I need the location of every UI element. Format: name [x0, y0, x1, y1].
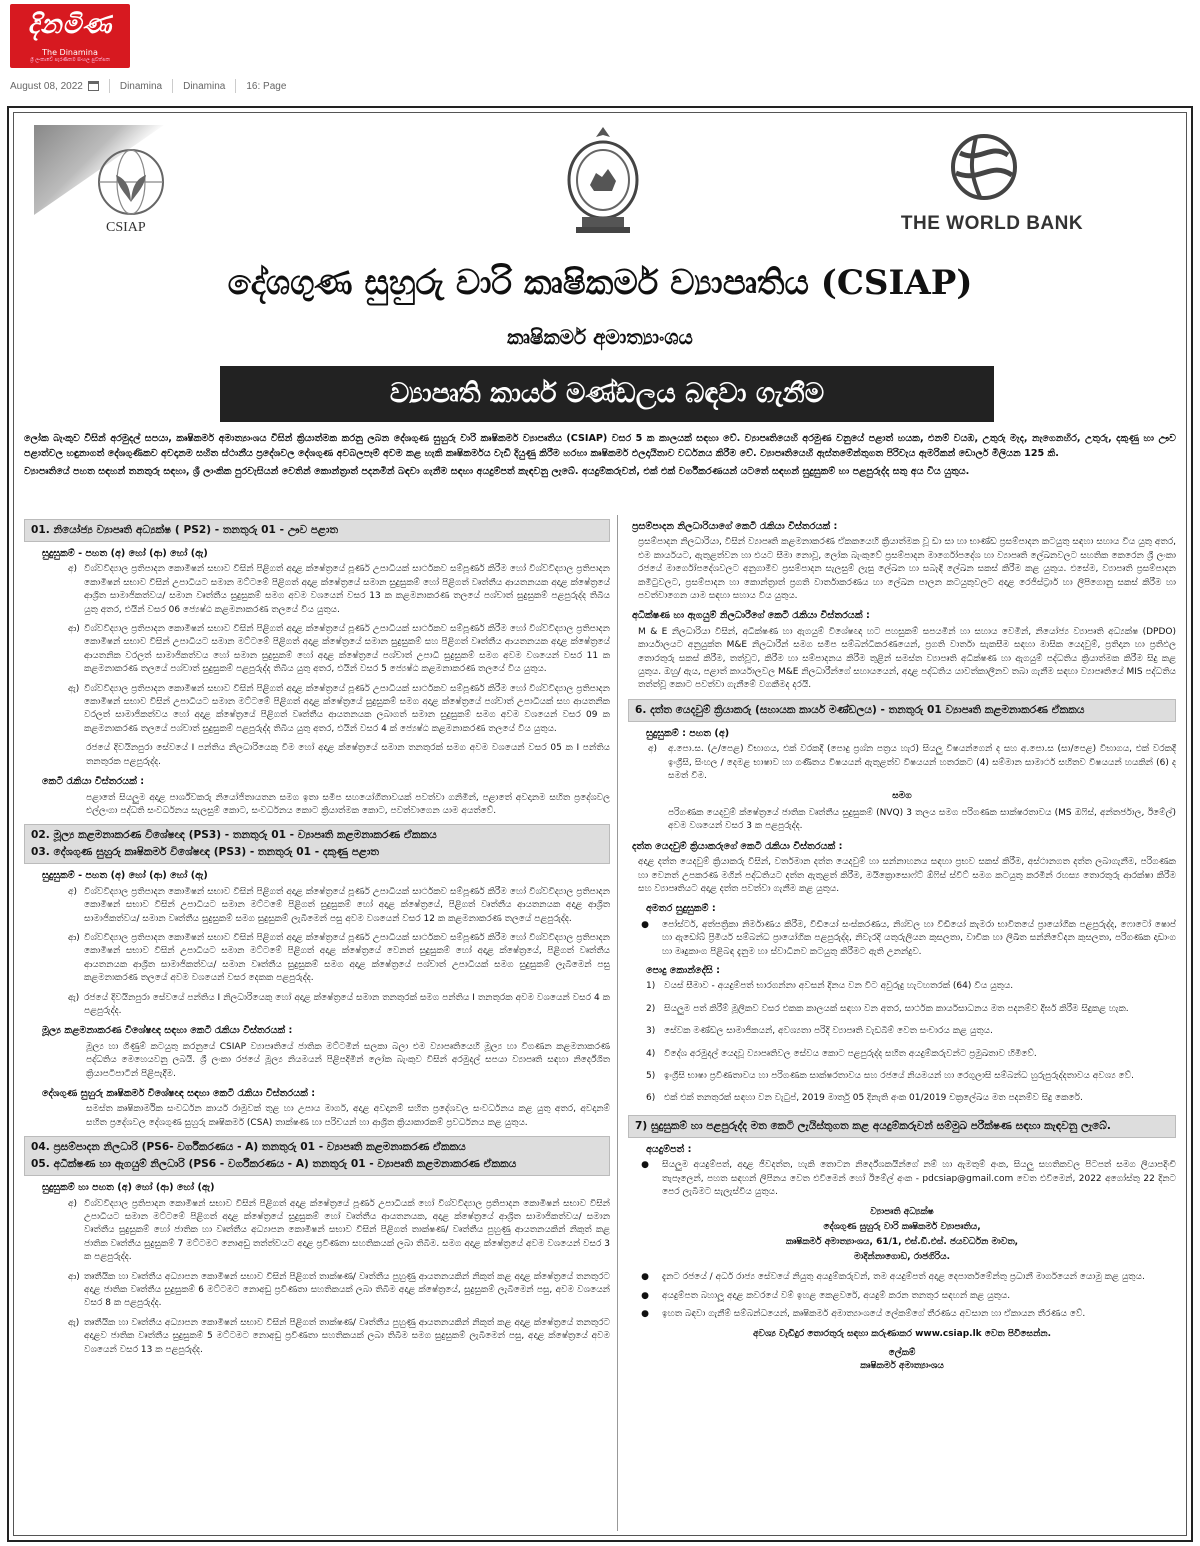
- meta-bar: [10, 77, 286, 95]
- website-note[interactable]: අවශ්‍ය වැඩිදුර තොරතුරු සඳහා කරුණාකර www.csiap.lk වෙත පිවිසෙන්න.: [752, 1328, 1052, 1339]
- job-brief-heading: අධීක්ෂණ හා ඇගයුම් නිලධාරීගේ කෙටි රැකියා විස්තරයක් :: [632, 610, 870, 622]
- source-link-1[interactable]: Dinamina: [119, 80, 163, 92]
- section-heading: 02. මූල්‍ය කළමනාකරණ විශේෂඥ (PS3) - තනතුරු 01 - ව්‍යාපෘති කළමනාකරණ ඒකකය 03. දේශගුණ සුහුරු කෘෂිකර්ම විශේෂඥ (PS3) - තනතුරු 01 - දකුණු පළාත: [24, 824, 610, 864]
- list-item: අ) අ.පො.ස. (උ/පෙළ) විභාගය, එක් වරකදී (පොදු ප්‍රශ්න පත්‍රය හැර) සියලු විෂයන්ගෙන් ද සහ අ.පො.ස (සා/පෙළ) විභාගය, එක් වරකදී ඉංග්‍රීසි, සිංහල / දෙමළ භාෂාව හා ගණිතය විෂයයන් ඇතුළත්ව විෂයයන් හතරකට (4) සම්මාන සාමාර්ථ සහිතව විෂයයන් හයකින් (6) ද සමත් වීම.: [648, 744, 1176, 782]
- bullet-item: ● පෝස්ටර්, අත්පත්‍රිකා නිර්මාණය කිරීම, වීඩියෝ සංස්කරණය, නිශ්චල හා වීඩියෝ කැමරා භාවිතයේ ප්‍රායෝගික පළපුරුද්ද, ෆොටෝ ෂොප් හා ඇඩෝබ් ප්‍රිමියර් සම්බන්ධ ප්‍රායෝගික පළපුරුද්ද, නිවැරදි යතුරුලියන කුසලතා, වාචික හා ලිඛිත සන්නිවේදන කුසලතා, පරිගණක දෘඩාංග හා මෘදුකාංග පිළිබඳ දැනුම හා ස්වාධීනව කටයුතු කිරීමට ඇති උනන්දුව.: [641, 919, 1176, 957]
- qualifications-heading: සුදුසුකම් - පහත (අ) හෝ (ආ) හෝ (ඇ): [42, 548, 208, 559]
- csiap-logo: [34, 125, 214, 235]
- list-item: ආ) විශ්වවිද්‍යාල ප්‍රතිපාදන කොමිෂන් සභාව විසින් පිළිගත් අදාළ ක්ෂේත්‍රයේ පූර්ණ උපාධියක් සාර්ථකව සම්පූර්ණ කිරීම හෝ විශ්වවිද්‍යාල ප්‍රතිපාදන කොමිෂන් සභාව විසින් උපාධියට සමාන මට්ටමේ පිළිගත් අදාළ ක්ෂේත්‍රයේ වෙනත් සුදුසුකම් හෝ අදාළ ක්ෂේත්‍රයේ, පිළිගත් වෘත්තීය ආයතනයක ආශ්‍රිත සාමාජිකත්වය/ සමාන වෘත්තීය සුදුසුකම් සමග අදාළ ක්ෂේත්‍රයේ පශ්චාත් උපාධියක් සමග සුදුසුකම් ලැබීමෙන් පසු කළමනාකරණ තලයේ අවම වශයෙන් වසර දෙකක පළපුරුද්ද.: [68, 932, 610, 984]
- csiap-logo-label: CSIAP: [106, 220, 146, 235]
- note-paragraph: රජයේ දිවයිනපුරා සේවයේ I පන්තිය නිලධාරියෙකු වීම හෝ අදාළ ක්ෂේත්‍රයේ සමාන තනතුරක් සමග අවම වශයෙන් වසර 05 ක I පන්තිය තනතුරක පළපුරුද්ද.: [86, 743, 610, 767]
- recruitment-banner: ව්‍යාපෘති කාර්ය මණ්ඩලය බඳවා ගැනීම: [220, 366, 994, 422]
- list-item: ආ) තෘතීයික හා වෘත්තීය අධ්‍යාපන කොමිෂන් සභාව විසින් පිළිගත් තාක්ෂණ/ වෘත්තීය පුහුණු ආයතනයකින් නිකුත් කළ අදාළ ක්ෂේත්‍රයේ තනතුරට අදාළ ජාතික වෘත්තීය සුදුසුකම් 6 මට්ටමට නොඅඩු ප්‍රවීණතා සහතිකයක් ලබා තිබීම අදාළ ක්ෂේත්‍රයේ, සුදුසුකම් ලැබීමෙන් පසු, අවම වශයෙන් වසර 8 ක පළපුරුද්ද.: [68, 1271, 610, 1309]
- list-item: 1) වයස් සීමාව - අයදුම්පත් භාරගන්නා අවසන් දිනය වන විට අවුරුදු හැටහතරක් (64) විය යුතුය.: [646, 981, 1014, 992]
- list-item: 6) එක් එක් තනතුරක් සඳහා වන වැටුප්, 2019 මාර්තු 05 දිනැති අංක 01/2019 චක්‍රලේඛය මත පදනම්ව සිදු කෙරේ.: [646, 1093, 1083, 1104]
- job-brief: සමස්ත කෘෂිකාර්මික සංවර්ධන කාර්ය රාමුවක් තුළ හා උපාය මාර්ග, අදාළ අවදානම් සහිත ප්‍රදේශවල සංවර්ධනය කළ යුතු අතර, අවදානම් සහිත ප්‍රදේශවල දේශගුණ සුහුරු කෘෂිකර්ම (CSA) තාක්ෂණ හා පරිචයන් හා ආශ්‍රිත ක්‍රියාකාරකම් ප්‍රවර්ධනය කළ යුතුය.: [86, 1104, 610, 1128]
- intro-text: [24, 431, 1176, 482]
- column-divider: [617, 515, 618, 1531]
- qualifications-heading: සුදුසුකම් : පහත (අ): [646, 727, 730, 739]
- advertisement: [7, 106, 1193, 1542]
- sri-lanka-emblem-icon: [562, 125, 644, 235]
- section-heading: 7) සුදුසුකම් හා පළපුරුද්ද මත කෙටි ලැයිස්තුගත කළ අයදුම්කරුවන් සම්මුඛ පරීක්ෂණ සඳහා කැඳවනු ලැබේ.: [628, 1115, 1176, 1138]
- calendar-icon: [88, 81, 99, 91]
- job-brief-heading: මූල්‍ය කළමනාකරණ විශේෂඥ සඳහා කෙටි රැකියා විස්තරයක් :: [42, 1025, 293, 1037]
- section-heading: 04. ප්‍රසම්පාදන නිලධාරි (PS6- වර්ගීකරණය - A) තනතුරු 01 - ව්‍යාපෘති කළමනාකරණ ඒකකය 05. අධීක්ෂණ හා ඇගයුම් නිලධාරි (PS6 - වර්ගීකරණය - A) තනතුරු 01 - ව්‍යාපෘති කළමනාකරණ ඒකකය: [24, 1136, 610, 1176]
- divider: [109, 79, 110, 93]
- list-item: 5) ඉංග්‍රීසි භාෂා ප්‍රවීණතාවය හා පරිගණක සාක්ෂරතාවය සහ රජයේ නියමයන් හා රෙගුලාසි සම්බන්ධ හුරුපුරුද්දතාවය අවශ්‍ය වේ.: [646, 1071, 1134, 1081]
- left-column: [24, 515, 610, 1363]
- ministry-name: කෘෂිකර්ම අමාත්‍යාංශය: [507, 325, 693, 349]
- masthead-logo[interactable]: [10, 4, 130, 68]
- intro-paragraph: ලෝක බැංකුව විසින් අරමුදල් සපයා, කෘෂිකර්ම අමාත්‍යාංශය විසින් ක්‍රියාත්මක කරනු ලබන දේශගුණ සුහුරු වාරි කෘෂිකර්ම ව්‍යාපෘතිය (CSIAP) වසර 5 ක කාලයක් සඳහා වේ. ව්‍යාපෘතියෙහි අරමුණ වනුයේ පළාත් හයක, එනම් වයඹ, උතුරු මැද, නැගෙනහිර, උතුරු, දකුණු හා ඌව පළාත්වල හඳුනාගත් දේශගුණිකව අවදානම සහිත ස්ථානීය ප්‍රදේශවල දේශගුණ අවබලපෑම් අවම කළ හැකි කෘෂිකර්මය වැඩි දියුණු කිරීම හරහා කෘෂිකර්ම ඵලදායිතාව වර්ධනය කිරීම වේ. ව්‍යාපෘතියෙහි ඇස්තමේන්තුගත පිරිවැය ඇමරිකන් ඩොලර් මිලියන 125 කි.: [24, 433, 1176, 459]
- job-brief: ප්‍රසම්පාදන නිලධාරියා, විසින් ව්‍යාපෘති කළමනාකරණ ඒකකයෙහි ක්‍රියාත්මක වූ ඩා සා හා භාණ්ඩ ප්‍රසම්පාදන කටයුතු සඳහා සහාය විය යුතු අතර, එම කාර්යයට, ඇතුළත්වන හා එයට සීමා නොවූ, ලෝක බැංකුවේ ප්‍රසම්පාදන මාර්ගෝපදේශ හා ව්‍යාපෘති ලේඛනවලට සහතික කෙරෙන ශ්‍රී ලංකා රජයේ මාර්ගෝපදේශවලට අනුගාමීව ප්‍රසම්පාදන සැලසුම් ලැසු ලේඛන හා සබැඳි ලේඛන සකස් කිරීම කළ යුතුය. එසේම, ව්‍යාපෘති ප්‍රසම්පාදන කමිටුවලට, ප්‍රසම්පාදන හා කොන්ත්‍රාත් ප්‍රගති වාර්තාකරණය හා ලේඛන පාලන කටයුතුවලට අදාළ රෙජිස්ට්‍රාර් හා ලිපිගොනු සකස් කිරීම හා පවත්වාගෙන යාම සඳහා සහාය විය යුතුය.: [638, 537, 1176, 602]
- divider: [235, 79, 236, 93]
- project-title: දේශගුණ සුහුරු වාරි කෘෂිකර්ම ව්‍යාපෘතිය (CSIAP): [227, 263, 973, 303]
- bullet-item: ● ඉහත බඳවා ගැනීම් සම්බන්ධයෙන්, කෘෂිකර්ම අමාත්‍යාංශයේ ලේකම්ගේ තීරණය අවසාන හා ඒකායන තීරණය වේ.: [641, 1309, 1086, 1320]
- list-item: අ) විශ්වවිද්‍යාල ප්‍රතිපාදන කොමිෂන් සභාව විසින් පිළිගත් අදාළ ක්ෂේත්‍රයේ පූර්ණ උපාධියක් සාර්ථකව සම්පූර්ණ කිරීම හෝ විශ්වවිද්‍යාල ප්‍රතිපාදන කොමිෂන් සභාව විසින් උපාධියට සමාන මට්ටමේ පිළිගත් සුදුසුකම් හෝ අදාළ ක්ෂේත්‍රයේ, පිළිගත් වෘත්තීය ආයතනයක අදාළ ආශ්‍රිත සාමාජිකත්වය/ සමාන වෘත්තීය සුදුසුකම් සමග සුදුසුකම් ලැබීමෙන් පසු අවම වශයෙන් වසර 12 ක කළමනාකරණ තලයේ පළපුරුද්ද.: [68, 886, 610, 924]
- world-bank-label: THE WORLD BANK: [900, 213, 1084, 234]
- list-item: ආ) විශ්වවිද්‍යාල ප්‍රතිපාදන කොමිෂන් සභාව විසින් පිළිගත් අදාළ ක්ෂේත්‍රයේ පූර්ණ උපාධියක් සාර්ථකව සම්පූර්ණ කිරීම හෝ විශ්වවිද්‍යාල ප්‍රතිපාදන කොමිෂන් සභාව විසින් උපාධියට සමාන මට්ටමේ පිළිගත් අදාළ ක්ෂේත්‍රයේ සමාන සුදුසුකම් සහ පිළිගත් වෘත්තීය ආයතනයක අදාළ ක්ෂේත්‍රයේ ආයතනික වරලත් සාමාජිකත්වය හෝ සමාන සුදුසුකම් හෝ අදාළ ක්ෂේත්‍රයේ පශ්චාත් උපාධි සුදුසුකම් සමග අවම වශයෙන් වසර 11 ක කළමනාකරණ තලයේ පශ්චාත් සුදුසුකම් පළපුරුද්ද තිබිය යුතු අතර, එයින් වසර 5 ජ්‍යෙෂ්ඨ කළමනාකරණ තලයේ විය යුතුය.: [68, 624, 610, 675]
- world-bank-globe-icon: [950, 133, 1018, 201]
- right-column: [628, 515, 1176, 1373]
- job-brief: පළාතේ සියලුම අදාළ පාර්ශ්වකරු නියෝජිතායතන සමග ඉතා සමීප සහයෝගීතාවයක් පවත්වා ගනිමින්, පළාතේ අවදානම සහිත ප්‍රදේශවල එල්ලංගා පද්ධති සංවර්ධනය සැලසුම් කොට, සංවර්ධනය කොට ක්‍රියාත්මක කොට, පවත්වාගෙන යාම අයත්වේ.: [86, 792, 610, 816]
- applications-heading: අයදුම්පත් :: [646, 1143, 692, 1155]
- world-bank-logo: [882, 133, 1102, 243]
- list-item: 4) විදේශ අරමුදල් යෙදවූ ව්‍යාපෘතිවල සේවය කොට පළපුරුද්ද සහිත අයදුම්කරුවන්ට ප්‍රමුඛතාව හිමිවේ.: [646, 1048, 1037, 1059]
- source-link-2[interactable]: Dinamina: [183, 80, 226, 92]
- with-label: සමග: [892, 790, 912, 801]
- intro-paragraph: ව්‍යාපෘතියේ පහත සඳහන් තනතුරු සඳහා, ශ්‍රී ලාංකික පුරවැසියන් වෙතින් කොන්ත්‍රාත් පදනමින් බඳවා ගැනීම සඳහා අයදුම්පත් කැඳවනු ලැබේ. අයදුම්කරුවන්, එක් එක් වර්ගීකරණයන් යටතේ සඳහන් සුදුසුකම් හා පළපුරුද්ද සතු අය විය යුතුය.: [24, 466, 970, 477]
- extra-quals-heading: අමතර සුදුසුකම් :: [646, 903, 716, 915]
- list-item: ඇ) තෘතීයික හා වෘත්තීය අධ්‍යාපන කොමිෂන් සභාව විසින් පිළිගත් තාක්ෂණ/ වෘත්තීය පුහුණු ආයතනයකින් නිකුත් කළ අදාළ ක්ෂේත්‍රයේ තනතුරට අදාළව ජාතික වෘත්තීය සුදුසුකම් 5 මට්ටමට නොඅඩු ප්‍රවීණතා සහතිකයක් ලබා තිබීම සමග සුදුසුකම් ලැබීමෙන් පසු, අදාළ ක්ෂේත්‍රයේ අවම වශයෙන් වසර 13 ක පළපුරුද්ද.: [68, 1317, 610, 1355]
- advertisement-inner: [13, 112, 1187, 1536]
- postal-address: ව්‍යාපෘති අධ්‍යක්ෂ දේශගුණ සුහුරු වාරි කෘෂිකර්ම ව්‍යාපෘතිය, කෘෂිකර්ම අමාත්‍යාංශය, 61/1, එස්.ඩී.එස්. ජයවර්ධන මාවත, මාදින්නාගොඩ, රාජගිරිය.: [785, 1207, 1019, 1263]
- list-item: ඇ) විශ්වවිද්‍යාල ප්‍රතිපාදන කොමිෂන් සභාව විසින් පිළිගත් අදාළ ක්ෂේත්‍රයේ පූර්ණ උපාධියක් සාර්ථකව සම්පූර්ණ කිරීම හෝ විශ්වවිද්‍යාල ප්‍රතිපාදන කොමිෂන් සභාව විසින් උපාධියට සමාන මට්ටමේ පිළිගත් අදාළ ක්ෂේත්‍රයේ සුදුසුකම් සමග අදාළ ක්ෂේත්‍රයේ පශ්චාත් උපාධියක් සහ ආයතනික වරලත් සාමාජිකත්වය හෝ අදාළ ක්ෂේත්‍රයේ පිළිගත් වෘත්තීය ආයතනයක ලබාගත් සමාන සුදුසුකම් සමග අවම වශයෙන් වසර 09 ක කළමනාකරණ තලයේ පශ්චාත් සුදුසුකම් පළපුරුද්ද තිබිය යුතු අතර, එයින් වසර 4 ක් ජ්‍යෙෂ්ඨ කළමනාකරණ තලයේ විය යුතුය.: [68, 683, 610, 734]
- masthead-brand: දිනමිණ: [27, 10, 113, 40]
- job-brief-heading: දේශගුණ සුහුරු කෘෂිකර්ම විශේෂඥ සඳහා කෙටි රැකියා විස්තරයක් :: [42, 1088, 316, 1099]
- section-heading: 6. දත්ත යෙදවුම් ක්‍රියාකරු (සහායක කාර්ය මණ්ඩලය) - තනතුරු 01 ව්‍යාපෘති කළමනාකරණ ඒකකය: [628, 699, 1176, 722]
- job-brief-heading: කෙටි රැකියා විස්තරයක් :: [42, 776, 145, 788]
- list-item: ඇ) රජයේ දිවයිනපුරා සේවයේ පන්තිය I නිලධාරියෙකු හෝ අදාළ ක්ෂේත්‍රයේ සමාන තනතුරක් සමග පන්තිය I තනතුරක අවම වශයෙන් වසර 4 ක පළපුරුද්ද.: [68, 992, 610, 1016]
- job-brief: අදාළ දත්ත යෙදවුම් ක්‍රියාකරු විසින්, වර්තමාන දත්ත යෙදවුම් හා සන්නාහනය සඳහා ප්‍රභව සකස් කිරීම, අස්ථානගත දත්ත ලබාගැනීම, පරිගණක හා වෙනත් උපකරණ මගින් පද්ධතියට දත්ත ඇතුළත් කිරීම, මයික්‍රොසොෆ්ට් ඕෆිස් ස්වීට් සමග කටයුතු කරමින් රහස්‍ය තොරතුරු ආරක්ෂා කිරීම සහ ව්‍යාපෘතියට අදාළ දත්ත පවත්වා ගැනීම කළ යුතුය.: [638, 857, 1176, 894]
- signature-block: ලේකම් කෘෂිකර්ම අමාත්‍යාංශය: [860, 1348, 944, 1372]
- bullet-item: ● අයදුම්පත බහාලූ අදාළ කවරයේ වම් ඉහළ කෙළවරේ, අයදුම් කරන තනතුර සඳහන් කළ යුතුය.: [641, 1290, 1011, 1301]
- bullet-item: ● සියලුම අයදුම්පත්, අදාළ ජීවදත්ත, හැකි තොටන නිර්දේශකයින්ගේ නම් හා ඇමතුම් අංක, සියලු සහතිකවල පිටපත් සමග ලියාපදිංචි තැපෑලෙන්, පහත සඳහන් ලිපිනය වෙත එවීමෙන් හෝ ඊමේල් අංක - pdcsiap@gmail.com වෙත එවීමෙන්, 2022 අගෝස්තු 22 දිනට පෙර ලැබීමට සැලැස්විය යුතුය.: [641, 1160, 1176, 1198]
- bullet-item: ● දැනට රජයේ / අර්ධ රාජ්‍ය සේවයේ නියුතු අයදුම්කරුවන්, තම අයදුම්පත් අදාළ දෙපාර්තමේන්තු ප්‍රධානී මාර්ගයෙන් යොමු කළ යුතුය.: [641, 1272, 1145, 1283]
- divider: [172, 79, 173, 93]
- job-brief-heading: දත්ත යෙදවුම් ක්‍රියාකරුගේ කෙටි රැකියා විස්තරයක් :: [632, 840, 843, 852]
- list-item: අ) විශ්වවිද්‍යාල ප්‍රතිපාදන කොමිෂන් සභාව විසින් පිළිගත් අදාළ ක්ෂේත්‍රයේ පූර්ණ උපාධියක් සාර්ථකව සම්පූර්ණ කිරීම හෝ විශ්වවිද්‍යාල ප්‍රතිපාදන කොමිෂන් සභාව විසින් උපාධියට සමාන මට්ටමේ පිළිගත් අදාළ ක්ෂේත්‍රයේ සමාන සුදුසුකම් හෝ පිළිගත් වෘත්තීය ආයතනයක අදාළ ක්ෂේත්‍රයේ ආශ්‍රිත සාමාජිකත්වය/ සමාන වෘත්තීය සුදුසුකම් සමග අවම වශයෙන් වසර 13 ක කළමනාකරණ තලයේ පශ්චාත් සුදුසුකම් පළපුරුද්ද තිබිය යුතු අතර, එයින් වසර 06 ජ්‍යෙෂ්ඨ කළමනාකරණ තලයේ විය යුතුය.: [68, 564, 610, 615]
- page-number: 16: Page: [246, 80, 287, 92]
- masthead-english: The Dinamina: [42, 48, 98, 57]
- list-item: අ) විශ්වවිද්‍යාල ප්‍රතිපාදන කොමිෂන් සභාව විසින් පිළිගත් අදාළ ක්ෂේත්‍රයේ පූර්ණ උපාධියක් හෝ විශ්වවිද්‍යාල ප්‍රතිපාදන කොමිෂන් සභාව විසින් උපාධියට සමාන මට්ටමේ පිළිගත් අදාළ ක්ෂේත්‍රයේ සුදුසුකම් හෝ වෘත්තීය ආයතනයක, අදාළ ක්ෂේත්‍රයේ ආශ්‍රිත සාමාජිකත්වය/ සමාන වෘත්තීය සුදුසුකම් හෝ ජාතික හා වෘත්තීය අධ්‍යාපන කොමිෂන් සභාව විසින් පිළිගත් තාක්ෂණ/ වෘත්තීය පුහුණු ආයතනයකින් නිකුත් කළ ජාතික වෘත්තීය සුදුසුකම් 7 මට්ටමට නොඅඩු තත්ත්වයට අදාළ ප්‍රවීණතා සහතිකයක් ලබා තිබීම. සමග අදාළ ක්ෂේත්‍රයේ අවම වශයෙන් වසර 3 ක පළපුරුද්ද.: [68, 1198, 610, 1263]
- csiap-globe-icon: [96, 147, 166, 217]
- job-brief: මූල්‍ය හා ගිණුම් කටයුතු කරනුයේ CSIAP ව්‍යාපෘතියේ ජාතික මට්ටමින් සලකා බලා එම ව්‍යාපෘතියෙහි මූල්‍ය හා විගණන කළමනාකරණ පද්ධතිය මෙහෙයවනු ලබයි. ශ්‍රී ලංකා රජයේ මූල්‍ය නියමයන් පිළිපදිමින් ලෝක බැංකුව විසින් අරමුදල් සපයා ව්‍යාපෘති සඳහා නිර්දේශිත ක්‍රියාපටිපාටීන් පිළිපැදීම.: [86, 1041, 610, 1079]
- section-heading: 01. නියෝජ්‍ය ව්‍යාපෘති අධ්‍යක්ෂ ( PS2) - තනතුරු 01 - ඌව පළාත: [24, 519, 610, 542]
- publish-date: August 08, 2022: [10, 80, 83, 92]
- masthead-tagline: ශ්‍රී ලංකාවේ පැරණිතම සිංහල පුවත්පත: [30, 57, 110, 63]
- qualifications-heading: සුදුසුකම් හා පහත (අ) හෝ (ආ) හෝ (ඇ): [42, 1182, 215, 1194]
- qualification-paragraph: පරිගණක යෙදවුම් ක්ෂේත්‍රයේ ජාතික වෘත්තීය සුදුසුකම් (NVQ) 3 තලය සමග පරිගණක සාක්ෂරතාවය (MS ඔෆිස්, අන්තර්ජාල, ඊමේල්) අවම වශයෙන් වසර 3 ක පළපුරුද්ද.: [668, 807, 1176, 832]
- general-conditions-heading: පොදු කොන්දේසි :: [646, 964, 720, 976]
- list-item: 3) සේවක මණ්ඩල සාමාජිකයන්, අවශ්‍යතා පරිදි ව්‍යාපෘති වැඩබිම් වෙත සංචාරය කළ යුතුය.: [646, 1026, 993, 1037]
- list-item: 2) සියලුම පත් කිරීම් මූලිකව වසර එකක කාලයක් සඳහා වන අතර, සාර්ථක කාර්යසාධනය මත පදනම්ව දීර්ඝ කිරීම සිදුකළ හැක.: [646, 1003, 1129, 1014]
- job-brief: M & E නිලධාරියා විසින්, අධීක්ෂණ හා ඇගයුම් විශේෂඥ හට පහසුකම් සපයමින් හා සහාය වෙමින්, නියෝජ්‍ය ව්‍යාපෘති අධ්‍යක්ෂ (DPDO) කාර්යාලයට අනුයුක්ත M&E නිලධාරීන් සමග සමීප සම්බන්ධීකරණයෙන්, ප්‍රගති වාර්තා සැකසීම සඳහා මාසික යෙදවුම්, ප්‍රතිදාන හා ප්‍රතිඵල තොරතුරු සකස් කිරීම, තත්වූට, කිරීම හා සම්පාදනය කිරීම තුළින් සමස්ත ව්‍යාපෘති අධීක්ෂණ හා ඇගයුම් පද්ධතිය ක්‍රියාත්මක කිරීම සිදු කළ යුතුය. ඔහු/ ඇය, පළාත් කාර්යාලවල M&E නිලධාරීන්ගේ සහායයෙන්, අදාළ පද්ධතිය යාවත්කාලීනව තබා ගැනීම සඳහා ව්‍යාපෘතියේ MIS පද්ධතිය තත්ත්වූ කොට පවත්වා ගැනීමේ වගකීමද දරයි.: [638, 626, 1176, 691]
- qualifications-heading: සුදුසුකම් - පහත (අ) හෝ (ආ) හෝ (ඇ): [42, 870, 208, 882]
- job-brief-heading: ප්‍රසම්පාදන නිලධාරියාගේ කෙටි රැකියා විස්තරයක් :: [632, 521, 838, 532]
